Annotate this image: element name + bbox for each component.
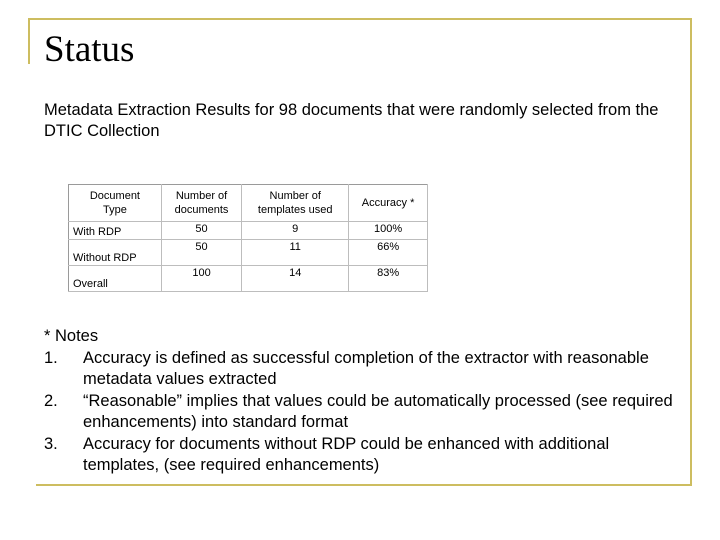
frame-top-rule [28,18,692,20]
notes-list [44,348,684,477]
cell-templates: 14 [242,266,349,292]
cell-type: With RDP [69,222,162,240]
cell-accuracy: 100% [349,222,428,240]
cell-accuracy: 66% [349,240,428,266]
notes-heading: * Notes [44,327,99,345]
frame-left-rule [28,18,30,64]
slide-subtitle: Metadata Extraction Results for 98 documents that were randomly selected from the DTIC Collection [44,101,659,140]
slide-title: Status [44,29,135,70]
cell-documents: 100 [161,266,241,292]
list-item [44,391,684,434]
table-row [69,240,428,266]
note-number: 2. [44,391,58,410]
notes-section [44,326,684,477]
table-header-row [69,185,428,222]
note-number: 1. [44,348,58,367]
note-text: Accuracy is defined as successful completion of the extractor with reasonable metadata values extracted [83,348,649,388]
frame-right-rule [690,18,692,484]
list-item [44,434,684,477]
cell-templates: 9 [242,222,349,240]
note-number: 3. [44,434,58,453]
results-table [68,184,428,292]
cell-type: Overall [69,266,162,292]
header-document-type: Document Type [69,185,162,222]
table-row [69,266,428,292]
cell-accuracy: 83% [349,266,428,292]
header-number-of-templates: Number of templates used [242,185,349,222]
list-item [44,348,684,391]
header-number-of-documents: Number of documents [161,185,241,222]
note-text: “Reasonable” implies that values could be automatically processed (see required enhancements) into standard format [83,391,673,431]
table-row [69,222,428,240]
cell-templates: 11 [242,240,349,266]
frame-bottom-rule [36,484,692,486]
note-text: Accuracy for documents without RDP could be enhanced with additional templates, (see required enhancements) [83,434,610,474]
header-accuracy: Accuracy * [349,185,428,222]
cell-type: Without RDP [69,240,162,266]
cell-documents: 50 [161,222,241,240]
cell-documents: 50 [161,240,241,266]
